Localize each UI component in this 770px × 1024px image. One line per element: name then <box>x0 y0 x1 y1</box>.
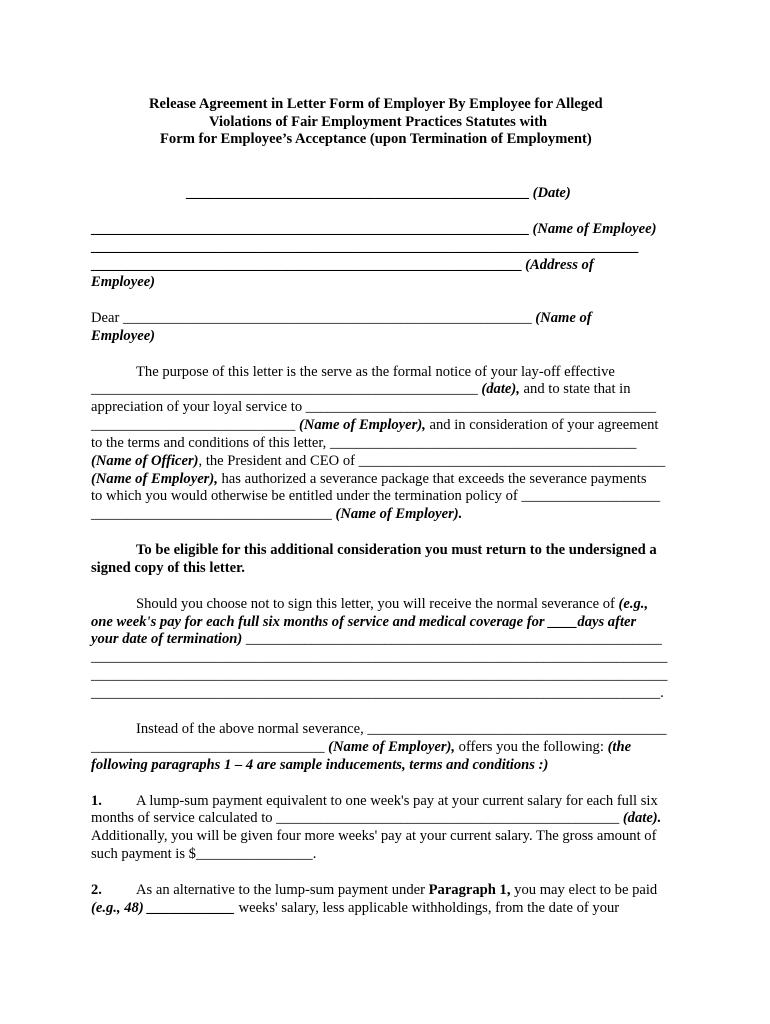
para1-date-blank: _____________________________________________________ <box>91 381 478 397</box>
para1-line-7-tail: has authorized a severance package that exceeds the severance payments <box>217 471 647 487</box>
para1-line-5 <box>91 434 636 452</box>
para4-line-2-label: (the <box>607 739 632 755</box>
item1-line-3: Additionally, you will be given four more weeks' pay at your current salary. The gross amount of <box>91 828 657 844</box>
para1-employer-label: (Name of Employer), <box>298 417 426 433</box>
para1-employer-blank: ____________________________ <box>91 417 296 433</box>
para2-line-1: To be eligible for this additional consideration you must return to the undersigned a <box>136 542 657 558</box>
para3-line-4: _______________________________________________________________________________ <box>91 649 668 665</box>
item2-line-1-tail: you may elect to be paid <box>510 882 658 898</box>
para1-line-6-blank: __________________________________________ <box>358 453 666 469</box>
para3-line-2: one week's pay for each full six months of service and medical coverage for ____days after <box>91 614 637 630</box>
employee-name-field <box>91 220 656 238</box>
title-line-2: Violations of Fair Employment Practices Statutes with <box>209 114 548 130</box>
title-line-1: Release Agreement in Letter Form of Employer By Employee for Alleged <box>149 96 603 112</box>
para1-line-2 <box>91 380 631 398</box>
para1-line-5-text: to the terms and conditions of this letter, <box>91 435 330 451</box>
para1-line-3-blank: ________________________________________________ <box>305 399 657 415</box>
item2-paragraph-ref: Paragraph 1, <box>428 882 511 898</box>
item1-line-4: such payment is $________________. <box>91 846 317 862</box>
address-label-b: Employee) <box>91 274 156 290</box>
para1-line-4-tail: and in consideration of your agreement <box>425 417 659 433</box>
para1-line-3-text: appreciation of your loyal service to <box>91 399 306 415</box>
salutation-blank: ________________________________________________________ <box>123 310 532 326</box>
para1-line-3 <box>91 398 656 416</box>
para1-date-label: (date), <box>481 381 520 397</box>
para3-line-1-label: (e.g., <box>618 596 649 612</box>
para3-line-6: ______________________________________________________________________________. <box>91 685 664 701</box>
employee-name-label: (Name of Employee) <box>532 221 657 237</box>
item2-line-2 <box>91 899 619 917</box>
para4-employer-label: (Name of Employer), <box>328 739 456 755</box>
para1-line-8-blank: ___________________ <box>521 488 661 504</box>
address-line-2 <box>91 256 594 274</box>
para1-line-6 <box>91 452 665 470</box>
employee-name-blank: ____________________________________________________________ <box>91 221 529 237</box>
item2-line-2-tail: weeks' salary, less applicable withholdings, from the date of your <box>234 900 620 916</box>
para3-line-3-blank: _________________________________________________________ <box>242 631 662 647</box>
item2-line-2-label: (e.g., 48) ____________ <box>91 900 235 916</box>
para1-line-1: The purpose of this letter is the serve as the formal notice of your lay-off effective <box>136 364 615 380</box>
para1-officer-label: (Name of Officer) <box>91 453 199 469</box>
para1-line-4 <box>91 416 658 434</box>
title-line-3: Form for Employee’s Acceptance (upon Termination of Employment) <box>160 131 592 147</box>
item2-line-1 <box>136 881 657 899</box>
para1-line-7 <box>91 470 647 488</box>
item1-line-2-blank: _______________________________________________ <box>276 810 620 826</box>
date-label: (Date) <box>532 185 571 201</box>
para1-line-5-blank: __________________________________________ <box>329 435 637 451</box>
date-field <box>186 184 571 202</box>
para4-line-2-blank: ________________________________ <box>91 739 325 755</box>
para3-line-3 <box>91 630 662 648</box>
date-blank: _______________________________________________ <box>186 185 529 201</box>
address-line-1: ___________________________________________________________________________ <box>91 239 639 255</box>
para4-line-1-text: Instead of the above normal severance, <box>136 721 368 737</box>
para1-line-8 <box>91 487 660 505</box>
salutation-label-b: Employee) <box>91 328 156 344</box>
para1-line-9 <box>91 505 462 523</box>
para1-line-9-blank: _________________________________ <box>91 506 332 522</box>
item1-line-2-text: months of service calculated to <box>91 810 277 826</box>
para1-line-6-text: , the President and CEO of <box>198 453 359 469</box>
item1-date-label: (date). <box>622 810 662 826</box>
salutation <box>91 309 592 327</box>
para4-line-1-blank: _________________________________________ <box>367 721 667 737</box>
item1-line-1: A lump-sum payment equivalent to one week's pay at your current salary for each full six <box>136 793 658 809</box>
item1-line-2 <box>91 809 661 827</box>
para2-line-2: signed copy of this letter. <box>91 560 245 576</box>
para4-line-1 <box>136 720 667 738</box>
para1-employer-label-3: (Name of Employer). <box>335 506 463 522</box>
para1-line-2-tail: and to state that in <box>519 381 631 397</box>
para3-line-1-text: Should you choose not to sign this letter, you will receive the normal severance of <box>136 596 619 612</box>
address-blank: ___________________________________________________________ <box>91 257 522 273</box>
address-label-a: (Address of <box>525 257 594 273</box>
item2-line-1-text: As an alternative to the lump-sum payment under <box>136 882 429 898</box>
para4-line-2-tail: offers you the following: <box>455 739 608 755</box>
item2-number: 2. <box>91 882 102 898</box>
para4-line-2 <box>91 738 631 756</box>
salutation-label-a: (Name of <box>535 310 592 326</box>
salutation-dear: Dear <box>91 310 120 326</box>
para4-line-3: following paragraphs 1 – 4 are sample inducements, terms and conditions :) <box>91 757 549 773</box>
para3-line-5: _______________________________________________________________________________ <box>91 667 668 683</box>
para1-line-8-text: to which you would otherwise be entitled under the termination policy of <box>91 488 522 504</box>
item1-number: 1. <box>91 793 102 809</box>
para3-line-1 <box>136 595 648 613</box>
para3-line-3-label: your date of termination) <box>91 631 243 647</box>
para1-employer-label-2: (Name of Employer), <box>91 471 218 487</box>
